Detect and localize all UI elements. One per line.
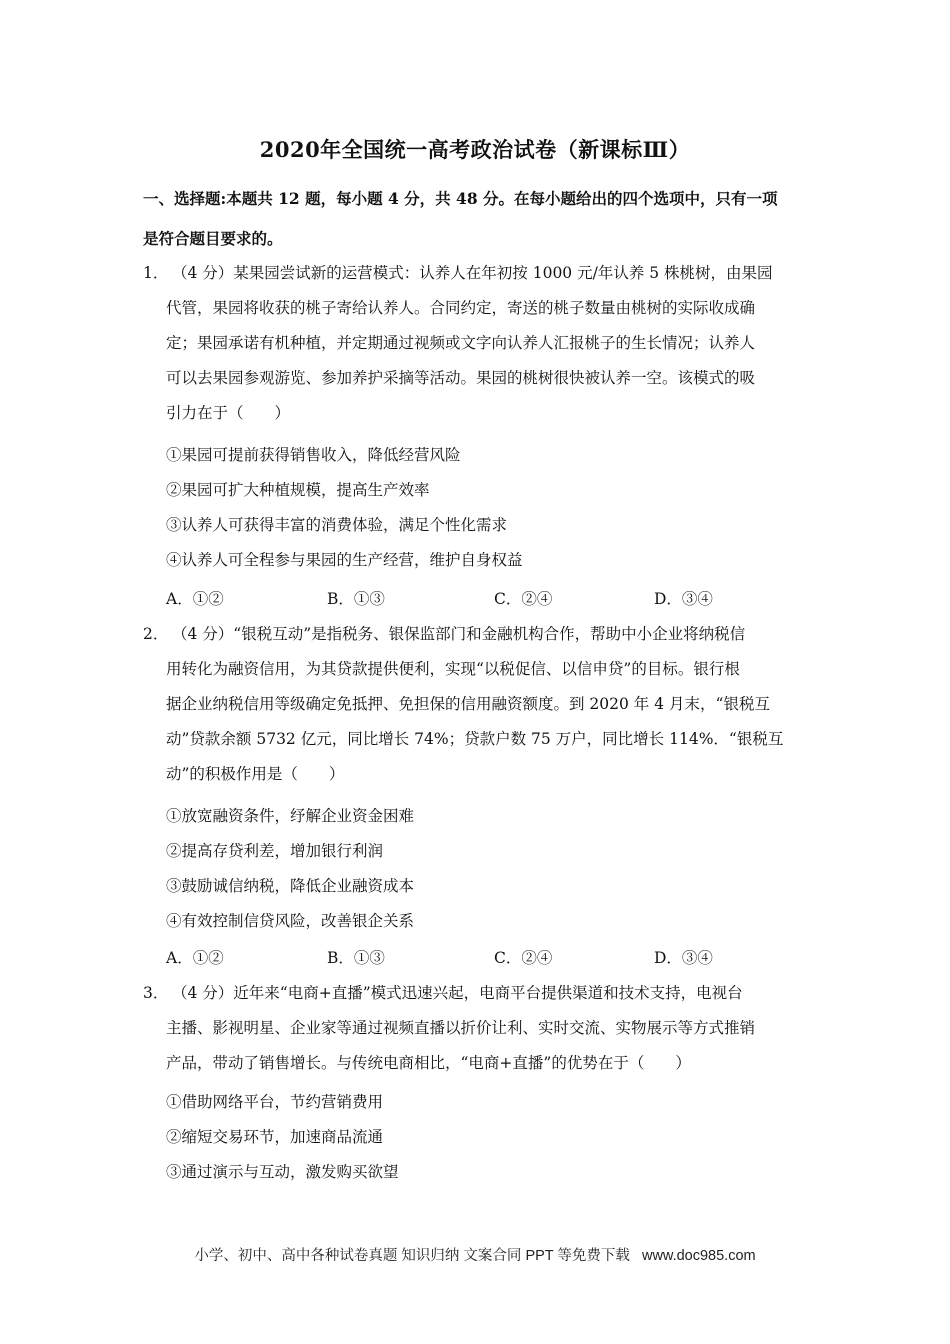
question-text-line: 用转化为融资信用，为其贷款提供便利，实现“以税促信、以信申贷”的目标。银行根 — [166, 660, 740, 678]
question-text-line: （4 分）“银税互动”是指税务、银保监部门和金融机构合作，帮助中小企业将纳税信 — [172, 625, 746, 643]
question-text-line: （4 分）某果园尝试新的运营模式：认养人在年初按 1000 元/年认养 5 株桃树，由果园 — [172, 264, 773, 282]
answer-choice-d: D．③④ — [654, 590, 713, 608]
answer-choice-a: A．①② — [166, 590, 224, 608]
question-text-line: 可以去果园参观游览、参加养护采摘等活动。果园的桃树很快被认养一空。该模式的吸 — [166, 369, 756, 387]
statement-option: ④认养人可全程参与果园的生产经营，维护自身权益 — [166, 551, 523, 569]
question-number: 2． — [143, 625, 169, 643]
statement-option: ③通过演示与互动，激发购买欲望 — [166, 1163, 399, 1181]
statement-option: ②果园可扩大种植规模，提高生产效率 — [166, 481, 430, 499]
question-text-line: （4 分）近年来“电商+直播”模式迅速兴起，电商平台提供渠道和技术支持，电视台 — [172, 984, 743, 1002]
answer-choice-b: B．①③ — [327, 590, 385, 608]
page-title: 2020年全国统一高考政治试卷（新课标Ⅲ） — [259, 137, 691, 162]
answer-choice-c: C．②④ — [494, 590, 553, 608]
statement-option: ①借助网络平台，节约营销费用 — [166, 1093, 384, 1111]
statement-option: ③鼓励诚信纳税，降低企业融资成本 — [166, 877, 415, 895]
statement-option: ②缩短交易环节，加速商品流通 — [166, 1128, 384, 1146]
section-instruction-line2: 是符合题目要求的。 — [143, 229, 283, 248]
question-text-line: 产品，带动了销售增长。与传统电商相比，“电商+直播”的优势在于（ ） — [166, 1054, 691, 1072]
question-text-line: 动”的积极作用是（ ） — [166, 765, 345, 783]
statement-option: ④有效控制信贷风险，改善银企关系 — [166, 912, 415, 930]
question-text-line: 动”贷款余额 5732 亿元，同比增长 74%；贷款户数 75 万户，同比增长 114%．“银税互 — [166, 730, 784, 748]
statement-option: ②提高存贷利差，增加银行利润 — [166, 842, 384, 860]
question-number: 1． — [143, 264, 169, 282]
answer-choice-a: A．①② — [166, 949, 224, 967]
statement-option: ③认养人可获得丰富的消费体验，满足个性化需求 — [166, 516, 508, 534]
question-text-line: 据企业纳税信用等级确定免抵押、免担保的信用融资额度。到 2020 年 4 月末，“银税互 — [166, 695, 770, 713]
answer-choice-b: B．①③ — [327, 949, 385, 967]
question-text-line: 定；果园承诺有机种植，并定期通过视频或文字向认养人汇报桃子的生长情况；认养人 — [166, 334, 756, 352]
page-footer — [0, 1244, 950, 1265]
answer-choice-c: C．②④ — [494, 949, 553, 967]
question-text-line: 主播、影视明星、企业家等通过视频直播以折价让利、实时交流、实物展示等方式推销 — [166, 1019, 756, 1037]
section-instruction-line1: 一、选择题:本题共 12 题，每小题 4 分，共 48 分。在每小题给出的四个选项中，只有一项 — [143, 189, 778, 208]
answer-choice-d: D．③④ — [654, 949, 713, 967]
question-text-line: 引力在于（ ） — [166, 404, 291, 422]
footer-text: 小学、初中、高中各种试卷真题 知识归纳 文案合同 PPT 等免费下载 — [194, 1248, 630, 1264]
question-text-line: 代管，果园将收获的桃子寄给认养人。合同约定，寄送的桃子数量由桃树的实际收成确 — [166, 299, 756, 317]
question-number: 3． — [143, 984, 169, 1002]
statement-option: ①果园可提前获得销售收入，降低经营风险 — [166, 446, 461, 464]
footer-link[interactable]: www.doc985.com — [641, 1248, 756, 1264]
statement-option: ①放宽融资条件，纾解企业资金困难 — [166, 807, 415, 825]
